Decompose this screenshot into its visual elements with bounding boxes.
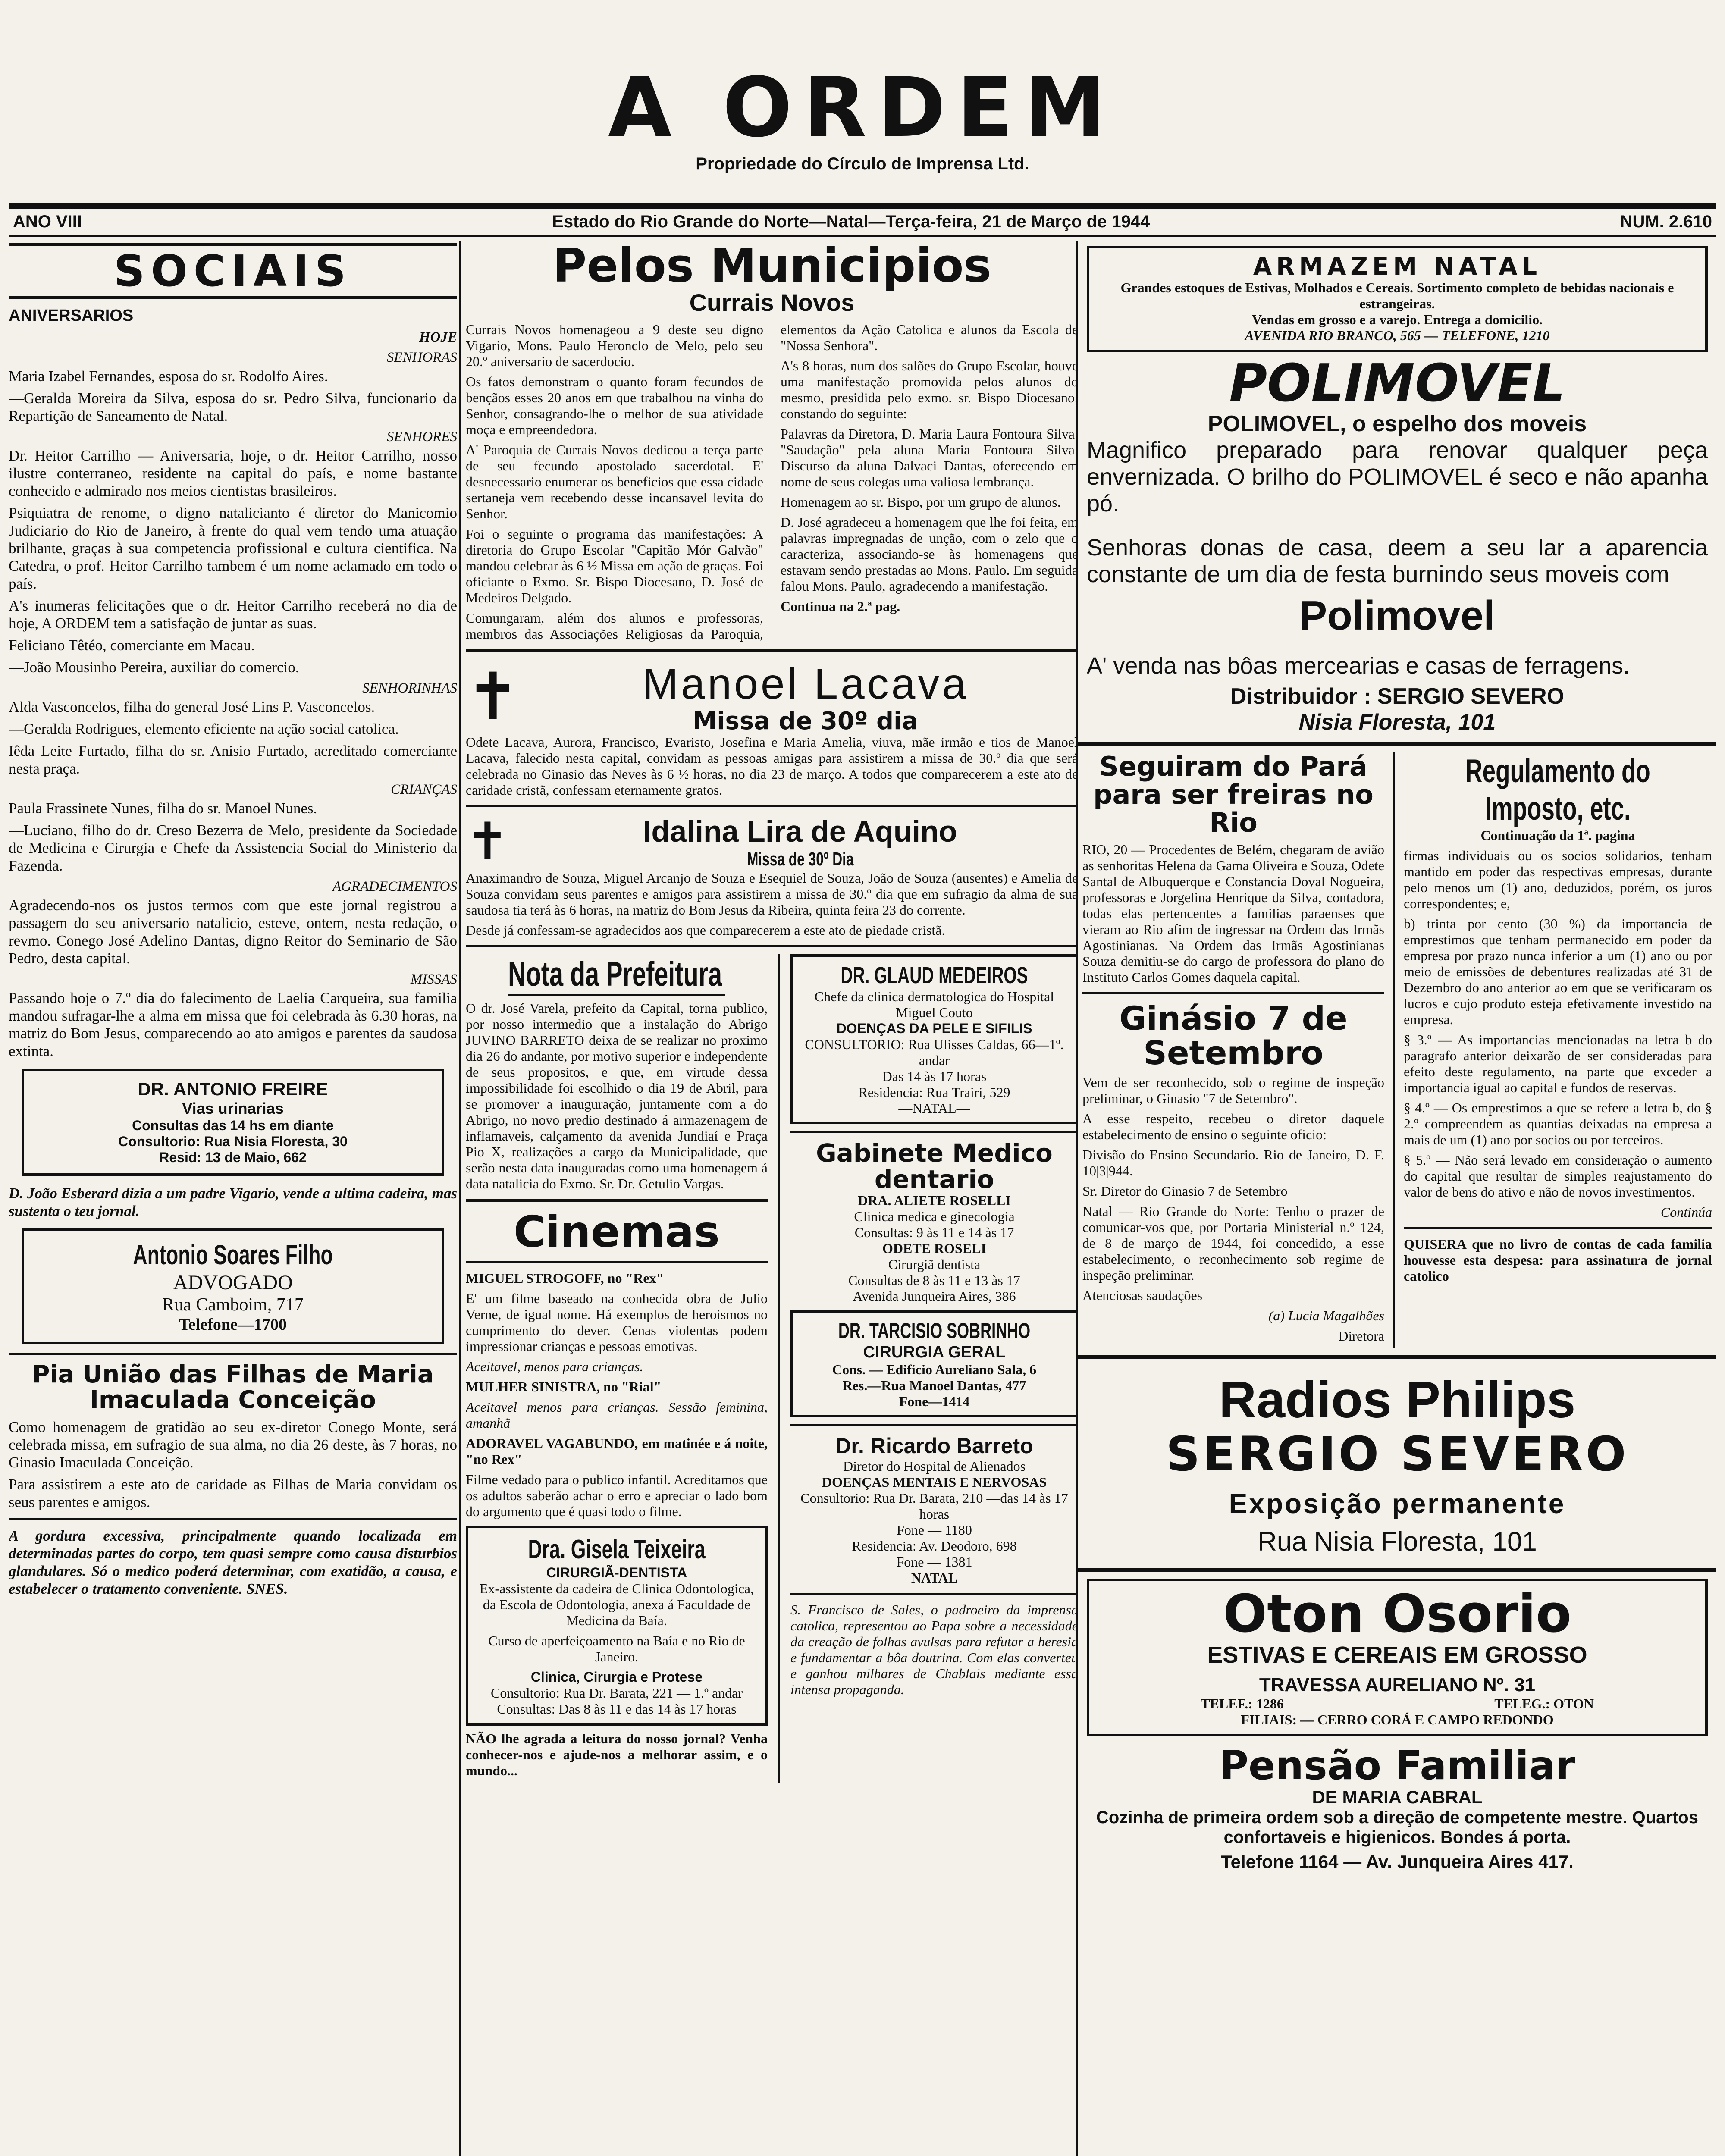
nao-ajuda-notice: NÃO lhe agrada a leitura do nosso jornal? Venha conhecer-nos e ajude-nos a melhorar assim, e o mundo... [466,1730,768,1778]
film-text: E' um filme baseado na conhecida obra de Julio Verne, de igual nome. Há exemplos de heroismos no cumprimento do dever. Cenas violentas podem impressionar crianças e pessoas emotivas. [466,1290,768,1354]
sociais-text: Passando hoje o 7.º dia do falecimento de Laelia Carqueira, sua familia mandou sufragar-lhe a alma em missa que foi celebrada às 6.30 horas, na matriz do Bom Jesus, comparecendo ao ato amigos e parentes da saudosa extinta. [9,990,457,1059]
article-text: A's 8 horas, num dos salões do Grupo Escolar, houve uma manifestação promovida pelos alunos do mesmo, presidida pelo exmo. sr. Bispo Diocesano, constando do seguinte: [781,358,1078,422]
ad-line: Consultas: 9 às 11 e 14 às 17 [854,1224,1014,1240]
article-text: A' Paroquia de Currais Novos dedicou a terça parte de seu fecundo apostolado sacerdotal. E' desnecessario enumerar os beneficios que essa cidade sertaneja vem recebendo desse incansavel levita do Senhor. [466,442,763,522]
film-rating: Aceitavel, menos para crianças. [466,1358,643,1374]
article-text: Comungaram, além dos alunos e professoras, membros das Associações Religiosas da Paroquia, elementos da Ação Catolica e alunos da Escola de "Nossa Senhora". [466,322,1078,642]
idalina-name: Idalina Lira de Aquino [643,814,957,848]
dateline-date: Estado do Rio Grande do Norte—Natal—Terça-feira, 21 de Março de 1944 [552,212,1150,231]
ad-line: FILIAIS: — CERRO CORÁ E CAMPO REDONDO [1241,1712,1554,1728]
ad-line: Nisia Floresta, 101 [1298,709,1496,735]
ad-radios-philips [1078,1366,1716,1562]
ad-line: Magnifico preparado para renovar qualquer peça envernizada. O brilho do POLIMOVEL é seco e não apanha pó. [1087,437,1708,517]
ad-line: Avenida Junqueira Aires, 386 [853,1288,1016,1304]
ad-name: DR. GLAUD MEDEIROS [841,962,1028,988]
philips-brand: SERGIO SEVERO [1166,1426,1629,1482]
ginasio-text: Natal — Rio Grande do Norte: Tenho o prazer de comunicar-vos que, por Portaria Ministerial n.º 124, de 8 de março de 1944, foi concedido, a esse estabelecimento, o reconhecimento sob regime de inspeção preliminar. [1082,1203,1384,1283]
ad-line: Clinica medica e ginecologia [854,1208,1015,1224]
ad-line: Telefone 1164 — Av. Junqueira Aires 417. [1221,1851,1574,1872]
ad-name: ARMAZEM NATAL [1253,253,1542,281]
idalina-text: Desde já confessam-se agradecidos aos que comparecerem a este ato de piedade cristã. [466,922,945,938]
philips-title: Radios Philips [1219,1370,1576,1429]
ad-line: ADVOGADO [173,1271,293,1294]
ad-line: Consultorio: Rua Nisia Floresta, 30 [118,1134,348,1149]
ad-line: Rua Nisia Floresta, 101 [1258,1527,1537,1557]
sociais-text: A's inumeras felicitações que o dr. Heitor Carrilho receberá no dia de hoje, A ORDEM tem a satisfação de juntar as suas. [9,597,457,632]
ad-line: —NATAL— [898,1100,970,1116]
ad-pensao-familiar [1078,1741,1716,1877]
dateline-num: NUM. 2.610 [1620,212,1712,231]
dateline [9,203,1716,237]
ad-line: Exposição permanente [1229,1488,1566,1520]
column-divider [459,241,461,2156]
ad-line: DE MARIA CABRAL [1312,1786,1483,1807]
newspaper-title: A ORDEM [608,60,1117,155]
ad-line: Rua Camboim, 717 [162,1295,304,1315]
sociais-text: —Luciano, filho do dr. Creso Bezerra de Melo, presidente da Sociedade de Medicina e Cirurgia e Chefe da Assistencia Social do Ministerio da Fazenda. [9,822,457,874]
ad-line: Consultas das 14 hs em diante [132,1118,334,1133]
ad-line: CONSULTORIO: Rua Ulisses Caldas, 66—1º. andar [805,1036,1064,1068]
ad-line: Senhoras donas de casa, deem a seu lar a aparencia constante de um dia de festa burnindo seus moveis com [1087,534,1708,587]
regulamento-text: § 3.º — As importancias mencionadas na letra b do paragrafo anterior deixarão de ser consideradas para efeito deste regulamento, na parte que exceder a importancia igual ao capital e fundos de reservas. [1404,1031,1712,1095]
ad-oton-osorio [1087,1579,1708,1736]
lacava-text: Odete Lacava, Aurora, Francisco, Evaristo, Josefina e Maria Amelia, viuva, mãe irmão e tios de Manoel Lacava, falecido nesta capital, convidam as pessoas amigas para assistirem a missa de 30.º dia que será celebrada no Ginasio das Neves às 6 ½ horas, no dia 23 de março. A todos que comparecerem a este ato de caridade cristã, confessam eternamente gratos. [466,734,1078,798]
sociais-text: Maria Izabel Fernandes, esposa do sr. Rodolfo Aires. [9,368,328,385]
dateline-ano: ANO VIII [13,212,82,231]
pia-uniao-text: Como homenagem de gratidão ao seu ex-diretor Conego Monte, será celebrada missa, em sufragio de sua alma, no dia 26 deste, às 7 horas, no Ginasio Imaculada Conceição. [9,1418,457,1471]
ad-line: AVENIDA RIO BRANCO, 565 — TELEFONE, 1210 [1245,327,1550,343]
film-title: ADORAVEL VAGABUNDO, em matinée e á noite, "no Rex" [466,1435,768,1467]
sfrancisco-notice: S. Francisco de Sales, o padroeiro da imprensa catolica, representou ao Papa sobre a necessidade da creação de folhas avulsas para refutar a heresia e fundamentar a bôa doutrina. Com elas converteu e ganhou milhares de Chablais mediante essa intensa propaganda. [790,1601,1078,1697]
ad-line: Consultorio: Rua Dr. Barata, 221 — 1.º andar [490,1685,743,1701]
ad-armazem-natal [1087,246,1708,352]
ad-polimovel [1078,353,1716,735]
sociais-text: —Geralda Moreira da Silva, esposa do sr. Pedro Silva, funcionario da Repartição de Saneamento de Natal. [9,390,457,424]
ad-line: Curso de aperfeiçoamento na Baía e no Rio de Janeiro. [488,1633,745,1664]
gabinete-title: Gabinete Medico dentario [816,1138,1053,1194]
ad-line: ODETE ROSELI [882,1240,986,1256]
cross-icon: ✝ [466,659,520,735]
obituary-lacava [466,659,1078,734]
ad-medeiros [790,954,1078,1124]
masthead [0,60,1725,174]
cross-icon: ✝ [466,812,509,872]
article-text: Os fatos demonstram o quanto foram fecundos de bençãos esses 20 anos em que trabalhou na vinha do Senhor, consagrando-lhe o melhor de sua atividade moça e empreendedora. [466,374,763,438]
ad-line: A' venda nas bôas mercearias e casas de ferragens. [1087,652,1630,679]
para-ginasio-regulamento-row [1078,752,1716,1348]
pia-uniao-title: Pia União das Filhas de Maria Imaculada Conceição [32,1360,434,1414]
regulamento-title: Regulamento do Imposto, etc. [1465,752,1650,827]
ad-line: Fone — 1180 [897,1522,972,1538]
municipios-body [466,322,1078,642]
column-ads [1078,241,1716,2156]
ad-barreto [790,1433,1078,1586]
polimovel-title: POLIMOVEL [1229,353,1565,414]
oton-name: Oton Osorio [1223,1584,1571,1645]
continued-note: Continua na 2.ª pag. [781,599,900,614]
film-title: MULHER SINISTRA, no "Rial" [466,1379,662,1395]
ad-antonio-freire [22,1069,444,1176]
cinemas-title: Cinemas [514,1206,720,1257]
regulamento-cont: Continúa [1660,1204,1712,1220]
ginasio-text: Divisão do Ensino Secundario. Rio de Janeiro, D. F. 10|3|944. [1082,1147,1384,1178]
polimovel-brand: Polimovel [1299,592,1495,639]
ad-name: Dr. Ricardo Barreto [835,1433,1033,1458]
ad-line: Diretor do Hospital de Alienados [843,1458,1026,1474]
agradecimentos-heading: AGRADECIMENTOS [332,879,457,894]
ginasio-title: Ginásio 7 de Setembro [1119,999,1348,1072]
ginasio-text: A esse respeito, recebeu o diretor daquele estabelecimento de ensino o seguinte oficio: [1082,1110,1384,1142]
ad-gabinete [790,1193,1078,1304]
senhorinhas-heading: SENHORINHAS [362,680,457,696]
ad-line: NATAL [911,1570,958,1586]
ad-gisela-teixeira [466,1526,768,1726]
senhores-heading: SENHORES [386,429,457,445]
ad-line: Consultas de 8 às 11 e 13 às 17 [848,1272,1020,1288]
ginasio-text: Sr. Diretor do Ginasio 7 de Setembro [1082,1183,1288,1199]
ad-line: Das 14 às 17 horas [882,1068,987,1084]
nota-and-ads-row [466,954,1078,1783]
article-text: Palavras da Diretora, D. Maria Laura Fontoura Silva. "Saudação" pela aluna Maria Fontoura Silva. Discurso da aluna Dalvaci Dantas, oferecendo em nome de seus colegas uma valiosa lembrança. [781,426,1078,490]
ginasio-sign: (a) Lucia Magalhães [1268,1307,1384,1323]
ad-line: Telefone—1700 [179,1316,287,1334]
article-text: Currais Novos homenageou a 9 deste seu digno Vigario, Mons. Paulo Heronclo de Melo, pelo seu 20.º aniversario de sacerdocio. [466,322,763,370]
film-text: Filme vedado para o publico infantil. Acreditamos que os adultos saberão achar o erro e apreciar o lado bom do argumento que é quasi todo o filme. [466,1471,768,1519]
ad-line: Fone — 1381 [896,1554,972,1570]
ad-line: Residencia: Rua Trairi, 529 [858,1084,1010,1100]
ad-name: DR. TARCISIO SOBRINHO [838,1318,1031,1343]
obituary-idalina [466,814,1078,870]
sociais-text: Alda Vasconcelos, filha do general José Lins P. Vasconcelos. [9,699,375,715]
article-text: D. José agradeceu a homenagem que lhe foi feita, em palavras impregnadas de unção, com o zelo que o caracteriza, associando-se às homenagens que estavam sendo prestadas ao Mons. Paulo. Em seguida falou Mons. Paulo, agradecendo a manifestação. [781,514,1078,594]
article-text: Foi o seguinte o programa das manifestações: A diretoria do Grupo Escolar "Capitão Mór Galvão" mandou celebrar às 6 ½ Missa em ação de graças. Foi oficiante o Exmo. Sr. Bispo Diocesano, D. José de Medeiros Delgado. [466,526,763,606]
ad-line: POLIMOVEL, o espelho dos moveis [1208,411,1587,436]
sociais-text: —Geralda Rodrigues, elemento eficiente na ação social catolica. [9,721,399,737]
municipios-subtitle: Currais Novos [689,289,855,317]
sociais-text: —João Mousinho Pereira, auxiliar do comercio. [9,659,299,676]
nota-text: O dr. José Varela, prefeito da Capital, torna publico, por nosso intermedio que a instalação do Abrigo JUVINO BARRETO deixa de se realizar no proximo dia 26 do andante, por motivo superior e independente de seus propositos, e que, em virtude dessa impossibilidade foi escolhido o dia 19 de Abril, para se promover a inauguração, juntamente com a do Abrigo, no novo predio destinado á armazenagem de inflamaveis, calçamento da avenida Jundiaí e Praça Pio X, realizações a cargo da Municipalidade, que serão nesta data inauguradas como uma homenagem á data natalicia do Exmo. Sr. Dr. Getulio Vargas. [466,1000,768,1191]
missas-heading: MISSAS [410,971,457,987]
ad-line: Ex-assistente da cadeira de Clinica Odontologica, da Escola de Odontologia, anexa á Faculdade de Medicina da Baía. [479,1580,754,1628]
ad-line: Resid: 13 de Maio, 662 [159,1150,307,1165]
ad-line: CIRURGIÃ-DENTISTA [546,1564,687,1580]
regulamento-text: firmas individuais ou os socios solidarios, tenham mantido em poder das respectivas empresas, durante pelo menos um (1) ano, deduzidos, porém, os juros correspondentes; e, [1404,847,1712,911]
ad-line: DRA. ALIETE ROSELLI [858,1192,1011,1208]
ad-line: TELEF.: 1286 [1201,1696,1284,1712]
regulamento-text: § 4.º — Os emprestimos a que se refere a letra b, do § 2.º compreendem as quantias deixadas na empresa a mais de um (1) ano por socios ou por terceiros. [1404,1100,1712,1147]
nota-title: Nota da Prefeitura [508,954,725,996]
para-title: Seguiram do Pará para ser freiras no Rio [1093,750,1374,838]
ad-line: Residencia: Av. Deodoro, 698 [852,1538,1017,1554]
hoje-heading: HOJE [419,329,457,345]
ad-line: Cirurgiã dentista [888,1256,981,1272]
gordura-notice: A gordura excessiva, principalmente quando localizada em determinadas partes do corpo, tem quasi sempre como causa disturbios glandulares. Só o medico poderá determinar, com exatidão, a causa, e estabelecer o tratamento conveniente. SNES. [9,1527,457,1597]
ad-line: Fone—1414 [899,1393,970,1409]
para-text: RIO, 20 — Procedentes de Belém, chegaram de avião as senhoritas Helena da Gama Oliveira e Souza, Odete Santal de Albuquerque e Constancia Doval Nogueira, professoras e Jorgelina Henrique da Silva, contadora, todas elas pertencentes a familias paraenses que vieram ao Rio afim de ingressar na Ordem das Irmãs Agostinianas. Na Ordem das Irmãs Agostinianas Souza demitiu-se do cargo de professora do plano do Instituto Carlos Gomes daquela capital. [1082,842,1384,985]
ad-line: Clinica, Cirurgia e Protese [530,1669,703,1685]
sociais-text: Feliciano Têtéo, comerciante em Macau. [9,637,255,654]
ad-name: DR. ANTONIO FREIRE [138,1079,328,1099]
film-title: MIGUEL STROGOFF, no "Rex" [466,1270,664,1286]
sociais-text: Agradecendo-nos os justos termos com que este jornal registrou a passagem do seu aniversario natalicio, esteve, ontem, nesta redação, o revmo. Conego José Adelino Dantas, digno Reitor do Seminario de São Pedro, desta capital. [9,897,457,967]
ad-line: Vendas em grosso e a varejo. Entrega a domicilio. [1251,311,1543,327]
ad-line: TELEG.: OTON [1494,1696,1594,1712]
lacava-name: Manoel Lacava [642,660,969,708]
aniversarios-heading: ANIVERSARIOS [9,307,134,325]
ad-line: Distribuidor : SERGIO SEVERO [1230,683,1565,709]
ad-line: Consultas: Das 8 às 11 e das 14 às 17 horas [497,1701,737,1717]
ad-sobrinho [790,1310,1078,1417]
ad-name: Antonio Soares Filho [133,1239,333,1270]
lacava-missa: Missa de 30º dia [693,707,919,736]
ginasio-text: Atenciosas saudações [1082,1287,1203,1303]
article-text: Homenagem ao sr. Bispo, por um grupo de alunos. [781,494,1061,510]
sociais-text: Iêda Leite Furtado, filha do sr. Anisio Furtado, acreditado comerciante nesta praça. [9,743,457,777]
ad-line: TRAVESSA AURELIANO Nº. 31 [1259,1674,1536,1696]
joao-esberard-quote: D. João Esberard dizia a um padre Vigario, vende a ultima cadeira, mas sustenta o teu jornal. [9,1185,457,1219]
ginasio-text: Vem de ser reconhecido, sob o regime de inspeção preliminar, o Ginasio "7 de Setembro". [1082,1074,1384,1106]
ad-line: Grandes estoques de Estivas, Molhados e Cereais. Sortimento completo de bebidas nacionais e estrangeiras. [1120,279,1674,311]
ad-line: Vias urinarias [182,1100,284,1117]
ad-name: Dra. Gisela Teixeira [528,1534,706,1564]
ad-line: DOENÇAS MENTAIS E NERVOSAS [822,1474,1047,1490]
quisera-notice: QUISERA que no livro de contas de cada familia houvesse esta despesa: para assinatura de jornal catolico [1404,1236,1712,1284]
sociais-title: SOCIAIS [9,243,457,299]
film-rating: Aceitavel menos para crianças. Sessão feminina, amanhã [466,1399,768,1431]
ad-line: Chefe da clinica dermatologica do Hospital Miguel Couto [814,988,1054,1020]
idalina-text: Anaximandro de Souza, Miguel Arcanjo de Souza e Esequiel de Souza, João de Souza (ausentes) e Amelia de Souza convidam seus parentes e amigos para assistirem a missa de 30.º dia que em sufragio da alma de sua saudosa tia terá às 6 horas, na matriz do Bom Jesus da Ribeira, quinta feira 23 do corrente. [466,870,1078,918]
ad-line: DOENÇAS DA PELE E SIFILIS [836,1020,1032,1036]
municipios-title: Pelos Municipios [552,241,991,293]
ad-line: Cons. — Edificio Aureliano Sala, 6 [832,1361,1037,1377]
ginasio-role: Diretora [1338,1328,1384,1344]
ad-line: Cozinha de primeira ordem sob a direção de competente mestre. Quartos confortaveis e higienicos. Bondes á porta. [1096,1808,1698,1847]
column-municipios [466,241,1078,2156]
regulamento-text: b) trinta por cento (30 %) da importancia de emprestimos que tenham permanecido em poder da empresa por prazo nunca inferior a um (1) ano ou por meio de emissões de debentures realizadas até 31 de Dezembro do ano anterior ao em que se verificaram os lucros e cujo produto esteja efetivamente investido na empresa. [1404,915,1712,1027]
pensao-title: Pensão Familiar [1219,1742,1575,1789]
senhoras-heading: SENHORAS [386,350,457,365]
column-sociais [9,241,457,2156]
ad-line: Res.—Rua Manoel Dantas, 477 [842,1377,1026,1393]
regulamento-text: § 5.º — Não será levado em consideração o aumento do capital que resultar de simples reajustamento do valor de bens do ativo e não de novos investimentos. [1404,1152,1712,1200]
sociais-text: Paula Frassinete Nunes, filha do sr. Manoel Nunes. [9,800,317,817]
ad-line: Consultorio: Rua Dr. Barata, 210 —das 14 às 17 horas [800,1490,1068,1522]
newspaper-subtitle: Propriedade do Círculo de Imprensa Ltd. [696,154,1029,173]
idalina-missa: Missa de 30º Dia [746,848,854,870]
ad-antonio-soares [22,1228,444,1344]
criancas-heading: CRIANÇAS [391,782,457,797]
ad-line: CIRURGIA GERAL [863,1343,1006,1361]
sociais-text: Dr. Heitor Carrilho — Aniversaria, hoje, o dr. Heitor Carrilho, nosso ilustre conterraneo, residente na capital do país, e nome bastante conhecido e admirado nos meios cientistas brasileiros. [9,447,457,499]
sociais-text: Psiquiatra de renome, o digno natalicianto é diretor do Manicomio Judiciario do Rio de Janeiro, à frente do qual vem tendo uma atuação brilhante, graças à sua competencia profissional e cultura cientifica. Na Catedra, o prof. Heitor Carrilho tambem é um nome aclamado em todo o país. [9,505,457,592]
ad-line: ESTIVAS E CEREAIS EM GROSSO [1207,1642,1587,1668]
pia-uniao-text: Para assistirem a este ato de caridade as Filhas de Maria convidam os seus parentes e amigos. [9,1476,457,1510]
regulamento-cont: Continuação da 1ª. pagina [1480,827,1635,843]
